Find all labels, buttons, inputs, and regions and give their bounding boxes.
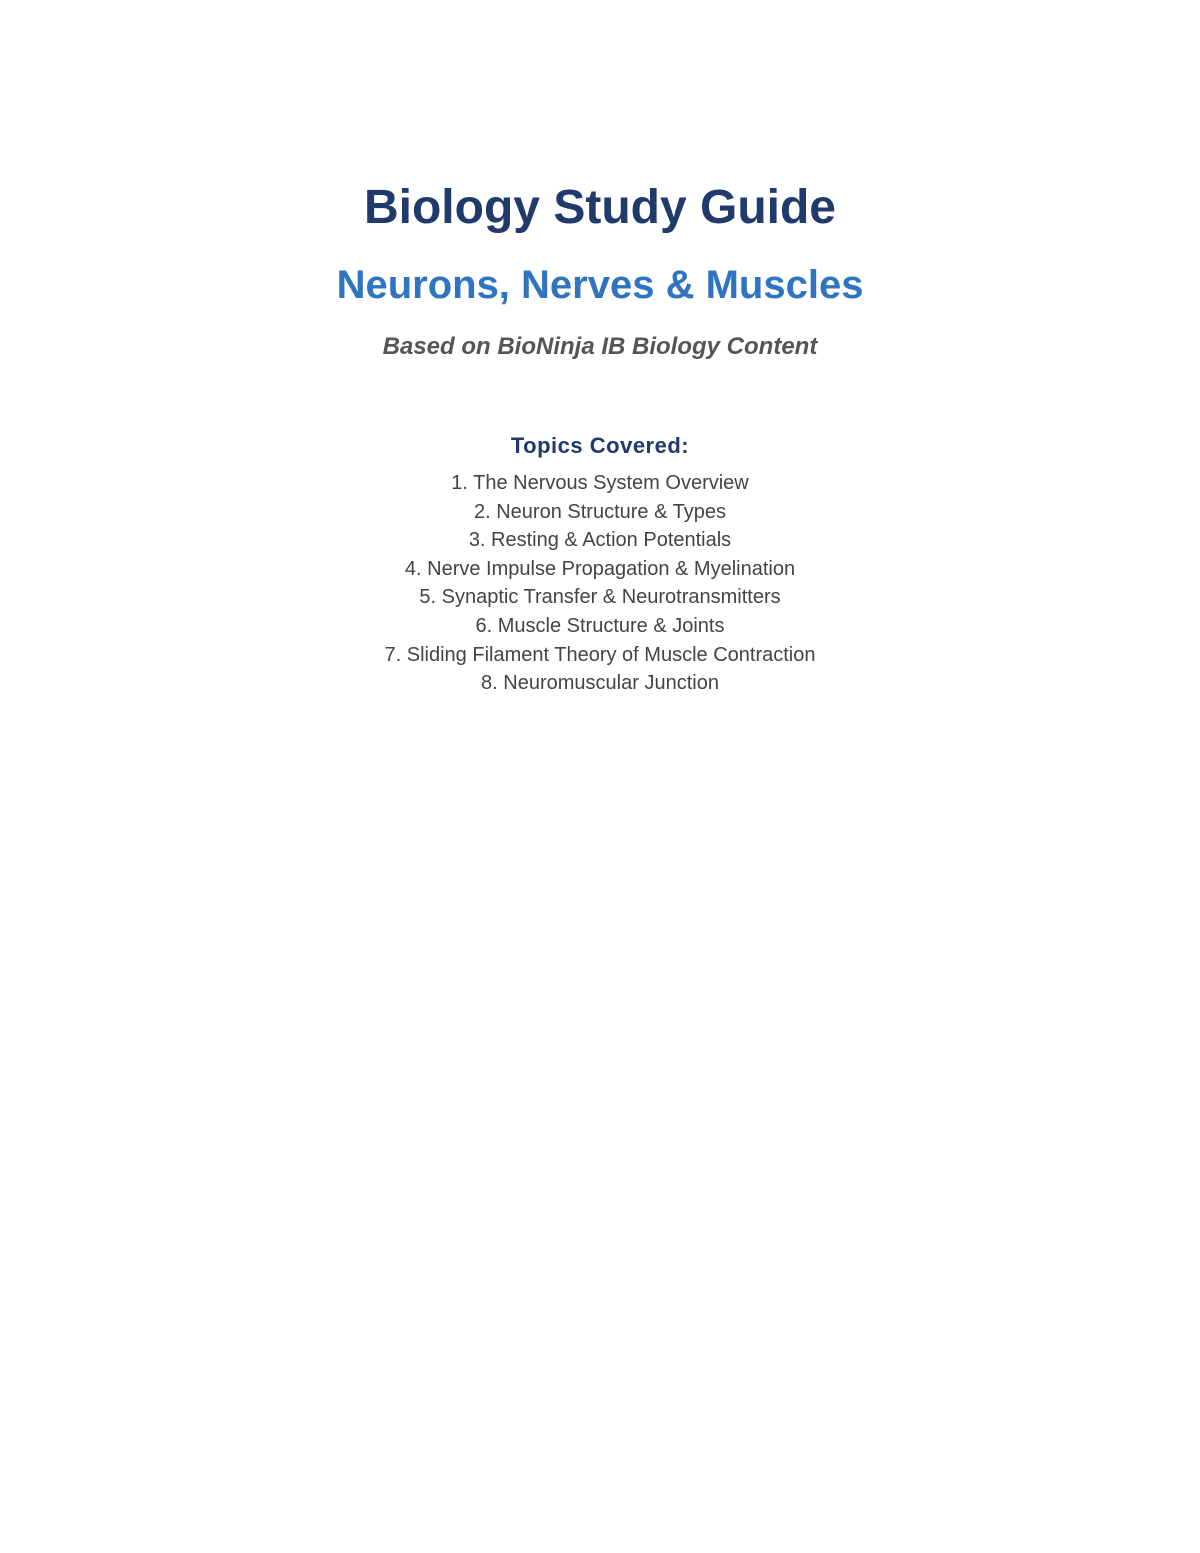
topic-item: 7. Sliding Filament Theory of Muscle Contraction: [384, 643, 816, 666]
topics-list: [0, 469, 1200, 698]
topic-item: 6. Muscle Structure & Joints: [475, 614, 725, 637]
topics-heading: Topics Covered:: [510, 433, 690, 458]
topic-item: 4. Nerve Impulse Propagation & Myelination: [404, 557, 796, 580]
page-subtitle: Neurons, Nerves & Muscles: [336, 263, 864, 307]
topic-item: 8. Neuromuscular Junction: [481, 672, 719, 695]
topic-item: 1. The Nervous System Overview: [451, 472, 749, 494]
topic-item: 3. Resting & Action Potentials: [468, 529, 732, 552]
topic-item: 2. Neuron Structure & Types: [474, 500, 726, 523]
source-note: Based on BioNinja IB Biology Content: [382, 333, 818, 360]
topic-item: 5. Synaptic Transfer & Neurotransmitters: [419, 586, 781, 609]
page-title: Biology Study Guide: [363, 181, 836, 234]
